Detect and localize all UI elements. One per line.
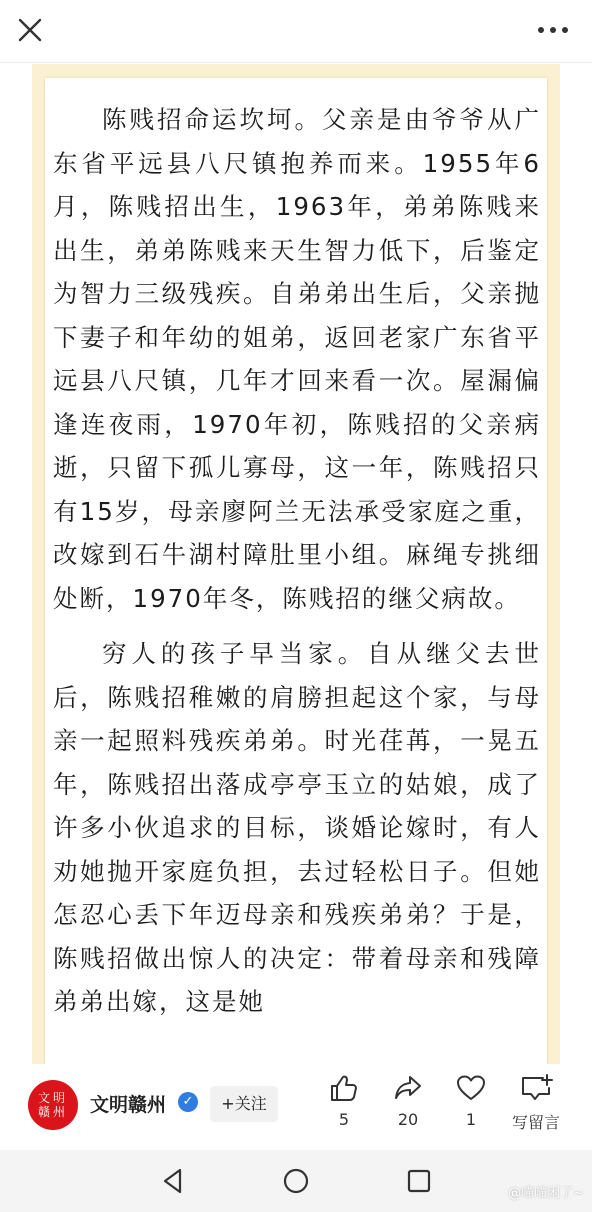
like-button[interactable] [314, 1072, 374, 1129]
article-paper [45, 78, 547, 1064]
comment-label: 写留言 [511, 1113, 560, 1132]
close-icon[interactable] [14, 14, 46, 46]
avatar-text-line: 文明 [37, 1091, 68, 1105]
recent-square-icon[interactable] [404, 1166, 434, 1196]
share-count: 20 [397, 1110, 419, 1129]
follow-button[interactable]: +关注 [210, 1086, 278, 1122]
heart-icon [455, 1072, 487, 1104]
avatar[interactable] [28, 1080, 78, 1130]
top-bar [0, 0, 592, 63]
more-icon[interactable] [536, 20, 570, 40]
system-nav-bar [0, 1150, 592, 1212]
comment-plus-icon [519, 1072, 553, 1104]
account-name[interactable]: 文明赣州 [90, 1094, 167, 1116]
like-count: 5 [338, 1110, 350, 1129]
share-button[interactable] [378, 1072, 438, 1129]
article-paragraph: 穷人的孩子早当家。自从继父去世后，陈贱招稚嫩的肩膀担起这个家，与母亲一起照料残疾弟弟。时光荏苒，一晃五年，陈贱招出落成亭亭玉立的姑娘，成了许多小伙追求的目标，谈婚论嫁时，有人劝她抛开家庭负担，去过轻松日子。但她怎忍心丢下年迈母亲和残疾弟弟？于是，陈贱招做出惊人的决定：带着母亲和残障弟弟出嫁，这是她 [53, 639, 541, 1016]
thumbs-up-icon [328, 1072, 360, 1104]
article-paragraph: 陈贱招命运坎坷。父亲是由爷爷从广东省平远县八尺镇抱养而来。1955年6月，陈贱招出生，1963年，弟弟陈贱来出生，弟弟陈贱来天生智力低下，后鉴定为智力三级残疾。自弟弟出生后，父亲抛下妻子和年幼的姐弟，返回老家广东省平远县八尺镇，几年才回来看一次。屋漏偏逢连夜雨，1970年初，陈贱招的父亲病逝，只留下孤儿寡母，这一年，陈贱招只有15岁，母亲廖阿兰无法承受家庭之重，改嫁到石牛湖村障肚里小组。麻绳专挑细处断，1970年冬，陈贱招的继父病故。 [53, 105, 541, 613]
share-icon [392, 1072, 424, 1104]
verified-icon: ✓ [178, 1092, 198, 1112]
comment-button[interactable] [502, 1072, 570, 1133]
watermark-text: @喵喵困了~ [508, 1186, 584, 1201]
home-circle-icon[interactable] [281, 1166, 311, 1196]
favorite-count: 1 [465, 1110, 477, 1129]
favorite-button[interactable] [441, 1072, 501, 1129]
avatar-text-line: 赣州 [37, 1105, 68, 1119]
back-triangle-icon[interactable] [158, 1166, 188, 1196]
article-frame [32, 64, 560, 1064]
bottom-action-bar [0, 1064, 592, 1150]
article-body [53, 98, 541, 1036]
